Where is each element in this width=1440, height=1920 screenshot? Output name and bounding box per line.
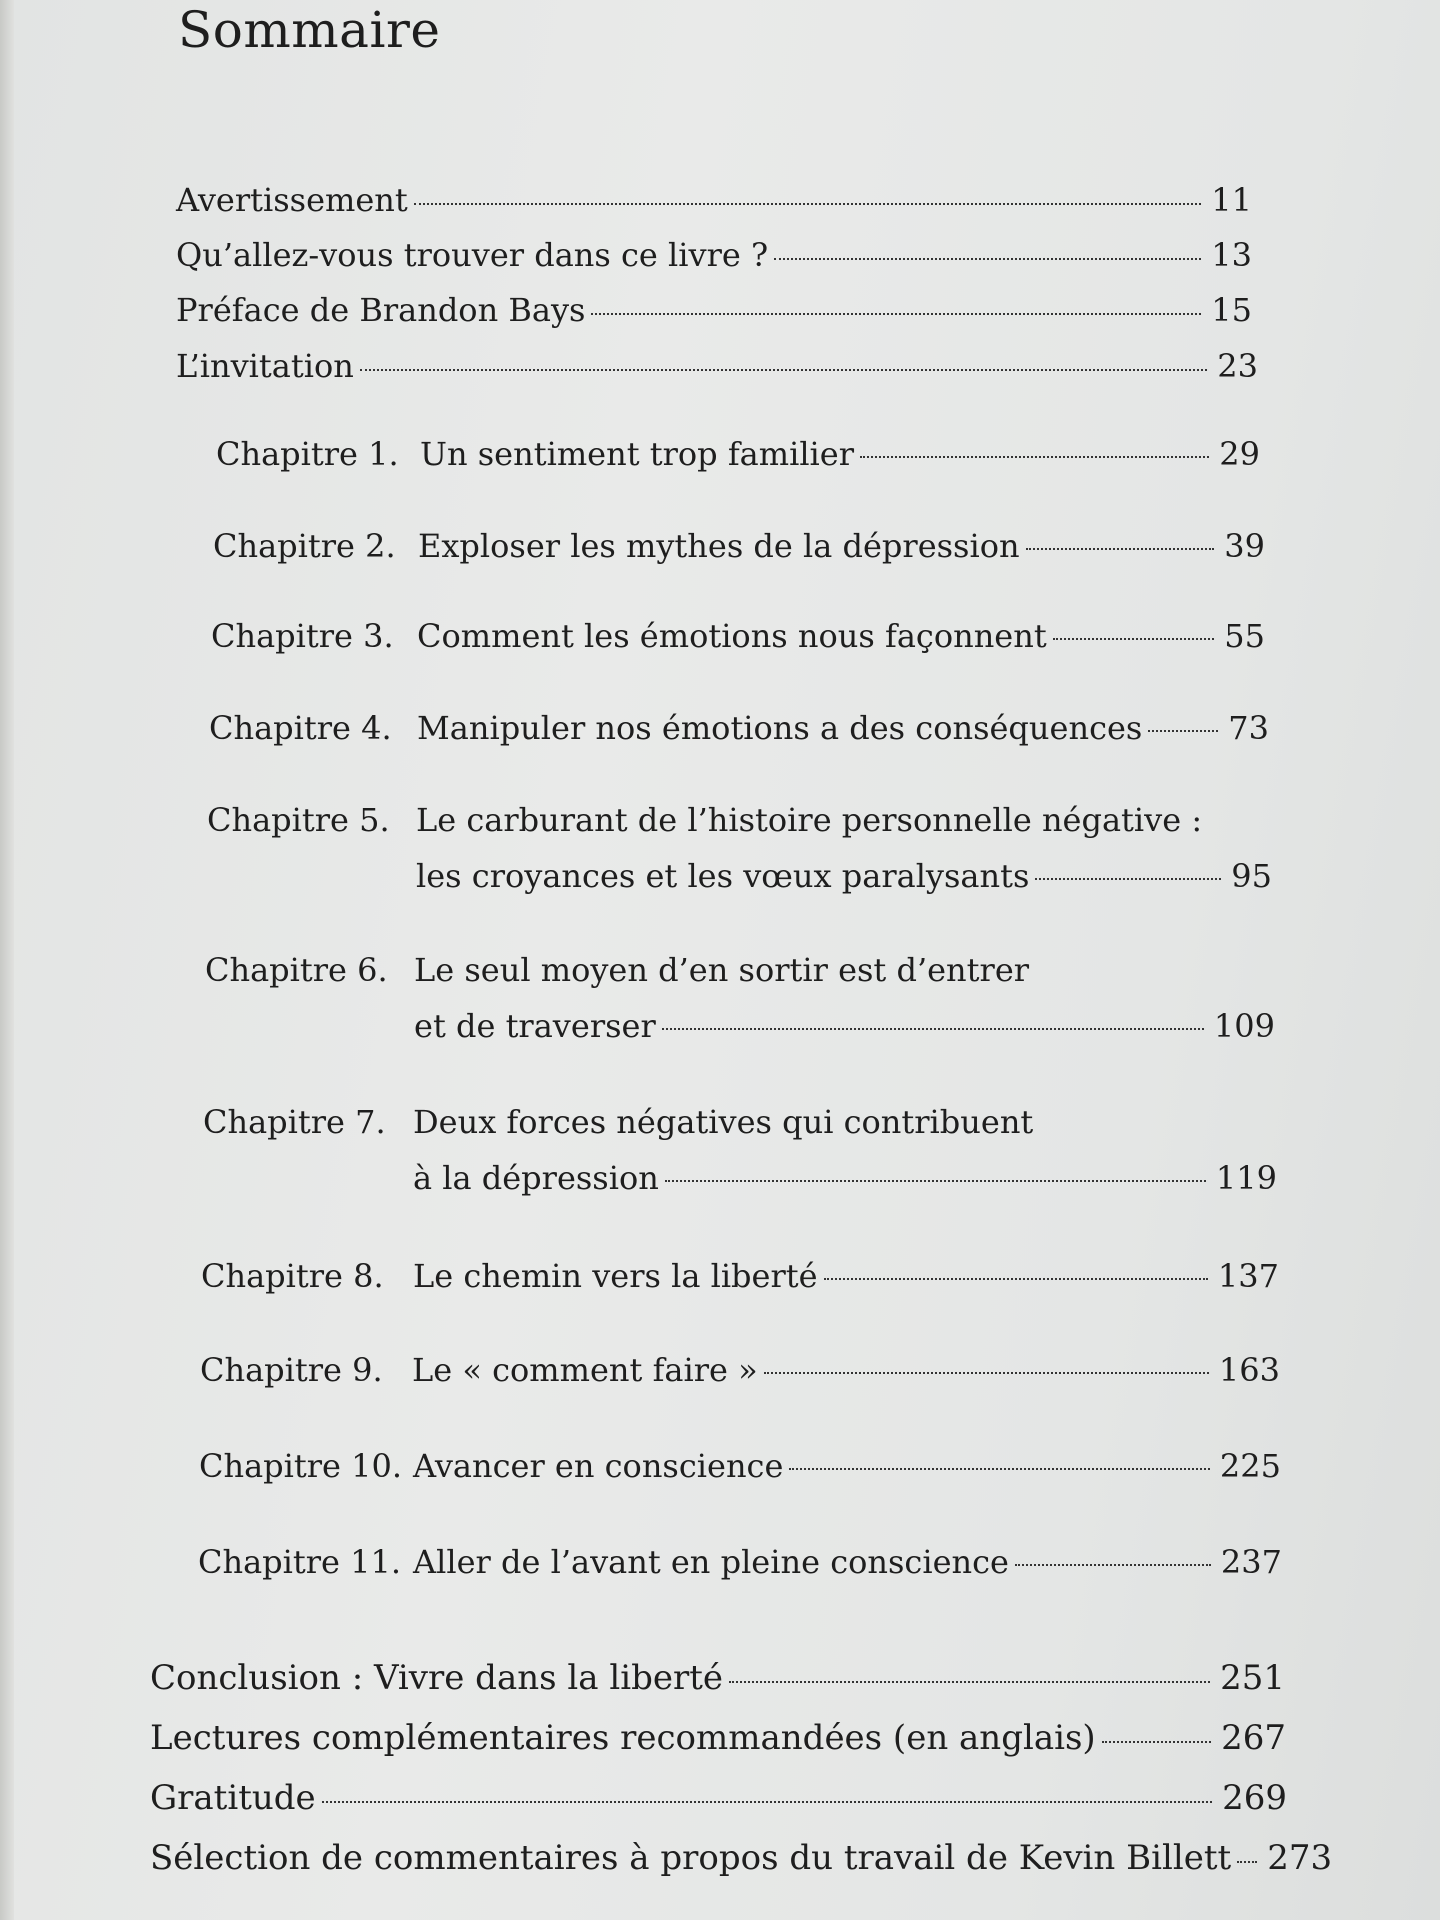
leader-dots bbox=[1035, 878, 1221, 880]
chapter-number: Chapitre 9. bbox=[200, 1351, 383, 1389]
leader-dots bbox=[1237, 1861, 1257, 1863]
chapter-title-line-2: les croyances et les vœux paralysants bbox=[416, 857, 1030, 895]
toc-entry-page: 251 bbox=[1220, 1658, 1285, 1698]
leader-dots bbox=[860, 456, 1209, 458]
chapter-number: Chapitre 6. bbox=[205, 951, 388, 989]
chapter-number: Chapitre 4. bbox=[209, 709, 392, 747]
leader-dots bbox=[662, 1028, 1204, 1030]
leader-dots bbox=[729, 1681, 1210, 1683]
chapter-page: 29 bbox=[1219, 435, 1260, 473]
chapter-title-line-1: Le seul moyen d’en sortir est d’entrer bbox=[414, 951, 1030, 989]
chapter-number: Chapitre 8. bbox=[201, 1257, 384, 1295]
chapter-page: 119 bbox=[1215, 1159, 1277, 1197]
leader-dots bbox=[322, 1801, 1212, 1803]
toc-entry-lectures bbox=[150, 1718, 1286, 1758]
leader-dots bbox=[1148, 730, 1218, 732]
toc-entry-label: Qu’allez-vous trouver dans ce livre ? bbox=[176, 236, 769, 274]
toc-chapter-9 bbox=[200, 1342, 1280, 1398]
leader-dots bbox=[1102, 1741, 1211, 1743]
chapter-page: 39 bbox=[1224, 527, 1265, 565]
chapter-page: 55 bbox=[1224, 617, 1265, 655]
chapter-title: Le chemin vers la liberté bbox=[413, 1257, 818, 1295]
toc-entry-page: 269 bbox=[1222, 1778, 1287, 1818]
toc-chapter-10 bbox=[199, 1438, 1281, 1494]
toc-chapter-8 bbox=[201, 1248, 1279, 1304]
toc-entry-page: 11 bbox=[1211, 181, 1252, 219]
leader-dots bbox=[1053, 638, 1215, 640]
toc-entry-page: 267 bbox=[1221, 1718, 1286, 1758]
chapter-page: 109 bbox=[1213, 1007, 1275, 1045]
toc-entry-conclusion bbox=[150, 1658, 1285, 1698]
toc-entry-label: Lectures complémentaires recommandées (en anglais) bbox=[150, 1718, 1096, 1758]
page-title: Sommaire bbox=[178, 1, 441, 59]
toc-chapter-7 bbox=[203, 1094, 1277, 1206]
toc-entry-page: 13 bbox=[1211, 236, 1252, 274]
toc-entry-page: 23 bbox=[1217, 347, 1258, 385]
toc-chapter-1 bbox=[216, 426, 1260, 482]
chapter-number: Chapitre 11. bbox=[198, 1543, 402, 1581]
chapter-title: Comment les émotions nous façonnent bbox=[417, 617, 1047, 655]
chapter-number: Chapitre 7. bbox=[203, 1103, 386, 1141]
toc-entry-label: Conclusion : Vivre dans la liberté bbox=[150, 1658, 723, 1698]
chapter-number: Chapitre 5. bbox=[207, 801, 390, 839]
toc-entry-label: Sélection de commentaires à propos du travail de Kevin Billett bbox=[150, 1838, 1232, 1878]
toc-chapter-6 bbox=[205, 942, 1275, 1054]
leader-dots bbox=[1015, 1564, 1211, 1566]
toc-entry-label: Gratitude bbox=[150, 1778, 316, 1818]
toc-entry-preface bbox=[176, 290, 1252, 330]
toc-entry-quallez-vous bbox=[176, 235, 1252, 275]
chapter-number: Chapitre 1. bbox=[216, 435, 399, 473]
toc-entry-invitation bbox=[176, 346, 1258, 386]
chapter-number: Chapitre 2. bbox=[213, 527, 396, 565]
toc-chapter-2 bbox=[213, 518, 1265, 574]
leader-dots bbox=[764, 1372, 1209, 1374]
toc-entry-page: 15 bbox=[1211, 291, 1252, 329]
chapter-title: Manipuler nos émotions a des conséquences bbox=[417, 709, 1143, 747]
toc-entry-label: Préface de Brandon Bays bbox=[176, 291, 586, 329]
chapter-page: 73 bbox=[1228, 709, 1269, 747]
leader-dots bbox=[774, 258, 1201, 260]
chapter-page: 163 bbox=[1218, 1351, 1280, 1389]
toc-entry-selection bbox=[150, 1838, 1333, 1878]
chapter-title-line-1: Le carburant de l’histoire personnelle négative : bbox=[416, 801, 1203, 839]
chapter-title-line-2: à la dépression bbox=[413, 1159, 659, 1197]
toc-entry-page: 273 bbox=[1267, 1838, 1333, 1878]
toc-chapter-3 bbox=[211, 608, 1265, 664]
toc-chapter-11 bbox=[198, 1534, 1282, 1590]
leader-dots bbox=[360, 369, 1207, 371]
chapter-number: Chapitre 3. bbox=[211, 617, 394, 655]
chapter-title-line-2: et de traverser bbox=[414, 1007, 656, 1045]
chapter-page: 225 bbox=[1219, 1447, 1281, 1485]
chapter-title: Avancer en conscience bbox=[413, 1447, 784, 1485]
toc-entry-label: L’invitation bbox=[176, 347, 354, 385]
toc-entry-gratitude bbox=[150, 1778, 1287, 1818]
chapter-title: Un sentiment trop familier bbox=[420, 435, 855, 473]
toc-entry-label: Avertissement bbox=[176, 181, 408, 219]
chapter-title: Exploser les mythes de la dépression bbox=[418, 527, 1020, 565]
leader-dots bbox=[789, 1468, 1210, 1470]
chapter-page: 237 bbox=[1220, 1543, 1282, 1581]
chapter-title: Le « comment faire » bbox=[412, 1351, 758, 1389]
toc-chapter-4 bbox=[209, 700, 1269, 756]
chapter-page: 95 bbox=[1231, 857, 1272, 895]
page-edge bbox=[0, 0, 14, 1920]
leader-dots bbox=[1026, 548, 1215, 550]
chapter-title-line-1: Deux forces négatives qui contribuent bbox=[413, 1103, 1034, 1141]
leader-dots bbox=[591, 313, 1201, 315]
leader-dots bbox=[824, 1278, 1208, 1280]
toc-chapter-5 bbox=[207, 792, 1272, 904]
chapter-page: 137 bbox=[1217, 1257, 1279, 1295]
toc-entry-avertissement bbox=[176, 180, 1252, 220]
leader-dots bbox=[665, 1180, 1206, 1182]
chapter-number: Chapitre 10. bbox=[199, 1447, 403, 1485]
leader-dots bbox=[414, 203, 1202, 205]
chapter-title: Aller de l’avant en pleine conscience bbox=[413, 1543, 1009, 1581]
